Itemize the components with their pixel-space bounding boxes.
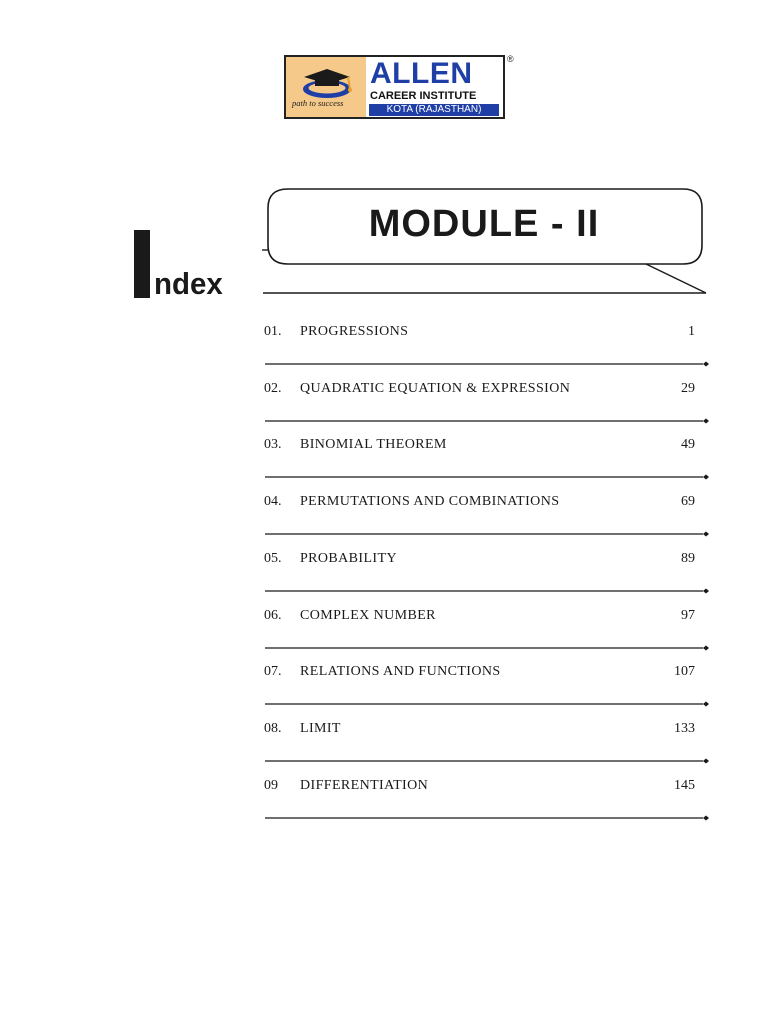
- registered-mark: ®: [507, 54, 514, 64]
- toc-title: QUADRATIC EQUATION & EXPRESSION: [300, 381, 571, 396]
- toc-row[interactable]: [0, 776, 768, 806]
- toc-page-number: 1: [688, 324, 695, 339]
- toc-title: BINOMIAL THEOREM: [300, 437, 447, 452]
- toc-row[interactable]: [0, 492, 768, 522]
- toc-page-number: 29: [681, 381, 695, 396]
- toc-page-number: 49: [681, 437, 695, 452]
- toc-number: 04.: [264, 494, 282, 509]
- toc-number: 06.: [264, 608, 282, 623]
- module-title: MODULE - II: [368, 203, 600, 245]
- toc-number: 02.: [264, 381, 282, 396]
- toc-number: 09: [264, 778, 278, 793]
- toc-page-number: 69: [681, 494, 695, 509]
- toc-page-number: 133: [674, 721, 695, 736]
- toc-page-number: 97: [681, 608, 695, 623]
- toc-number: 05.: [264, 551, 282, 566]
- toc-row[interactable]: [0, 435, 768, 465]
- toc-number: 03.: [264, 437, 282, 452]
- toc-row[interactable]: [0, 379, 768, 409]
- toc-page-number: 89: [681, 551, 695, 566]
- toc-number: 01.: [264, 324, 282, 339]
- toc-page-number: 145: [674, 778, 695, 793]
- toc-title: COMPLEX NUMBER: [300, 608, 436, 623]
- toc-row[interactable]: [0, 662, 768, 692]
- toc-row[interactable]: [0, 719, 768, 749]
- toc-title: PROBABILITY: [300, 551, 397, 566]
- toc-title: PERMUTATIONS AND COMBINATIONS: [300, 494, 560, 509]
- logo-location: KOTA (RAJASTHAN): [369, 104, 499, 116]
- toc-title: PROGRESSIONS: [300, 324, 409, 339]
- logo-tagline: path to success: [292, 98, 344, 108]
- toc-row[interactable]: [0, 322, 768, 352]
- toc-title: LIMIT: [300, 721, 341, 736]
- toc-row[interactable]: [0, 549, 768, 579]
- toc-number: 08.: [264, 721, 282, 736]
- logo-subtitle: CAREER INSTITUTE: [370, 90, 477, 102]
- toc-title: DIFFERENTIATION: [300, 778, 429, 793]
- toc-title: RELATIONS AND FUNCTIONS: [300, 664, 501, 679]
- index-heading: ndex: [154, 266, 223, 301]
- toc-number: 07.: [264, 664, 282, 679]
- logo-brand: ALLEN: [370, 57, 473, 90]
- toc-row[interactable]: [0, 606, 768, 636]
- toc-page-number: 107: [674, 664, 695, 679]
